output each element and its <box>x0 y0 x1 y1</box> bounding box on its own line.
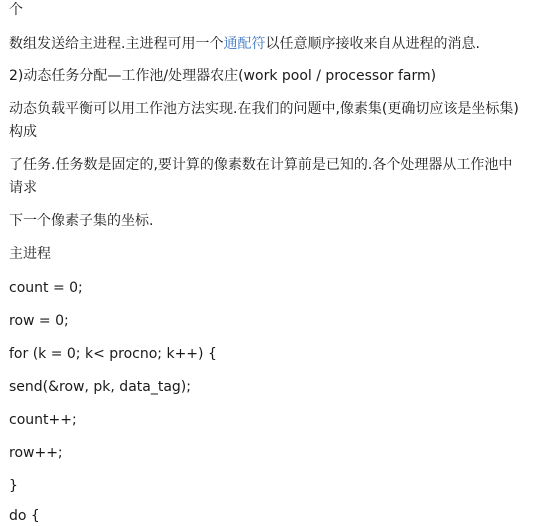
code-line-cut-off: do { <box>9 508 40 524</box>
paragraph-text-before: 数组发送给主进程.主进程可用一个 <box>9 36 224 52</box>
paragraph-text-after: 以任意顺序接收来自从进程的消息. <box>265 36 480 52</box>
code-line: row++; <box>9 445 63 461</box>
master-process-label: 主进程 <box>9 246 51 262</box>
paragraph-load-balancing-line2: 构成 <box>9 124 37 140</box>
paragraph-wildcard <box>9 34 548 54</box>
paragraph-tasks-line1: 了任务.任务数是固定的,要计算的像素数在计算前是已知的.各个处理器从工作池中 <box>9 157 513 173</box>
paragraph-next-subset: 下一个像素子集的坐标. <box>9 213 154 229</box>
code-line: } <box>9 478 18 494</box>
code-line: row = 0; <box>9 313 69 329</box>
text-line-fragment: 个 <box>9 2 23 18</box>
paragraph-tasks-line2: 请求 <box>9 180 37 196</box>
wildcard-link[interactable]: 通配符 <box>223 36 266 52</box>
paragraph-load-balancing-line1: 动态负载平衡可以用工作池方法实现.在我们的问题中,像素集(更确切应该是坐标集) <box>9 101 519 117</box>
section-heading-work-pool: 2)动态任务分配—工作池/处理器农庄(work pool / processor farm) <box>9 68 437 84</box>
code-line: for (k = 0; k< procno; k++) { <box>9 346 217 362</box>
code-line: count++; <box>9 412 77 428</box>
code-line: send(&row, pk, data_tag); <box>9 379 191 395</box>
code-line: count = 0; <box>9 280 83 296</box>
